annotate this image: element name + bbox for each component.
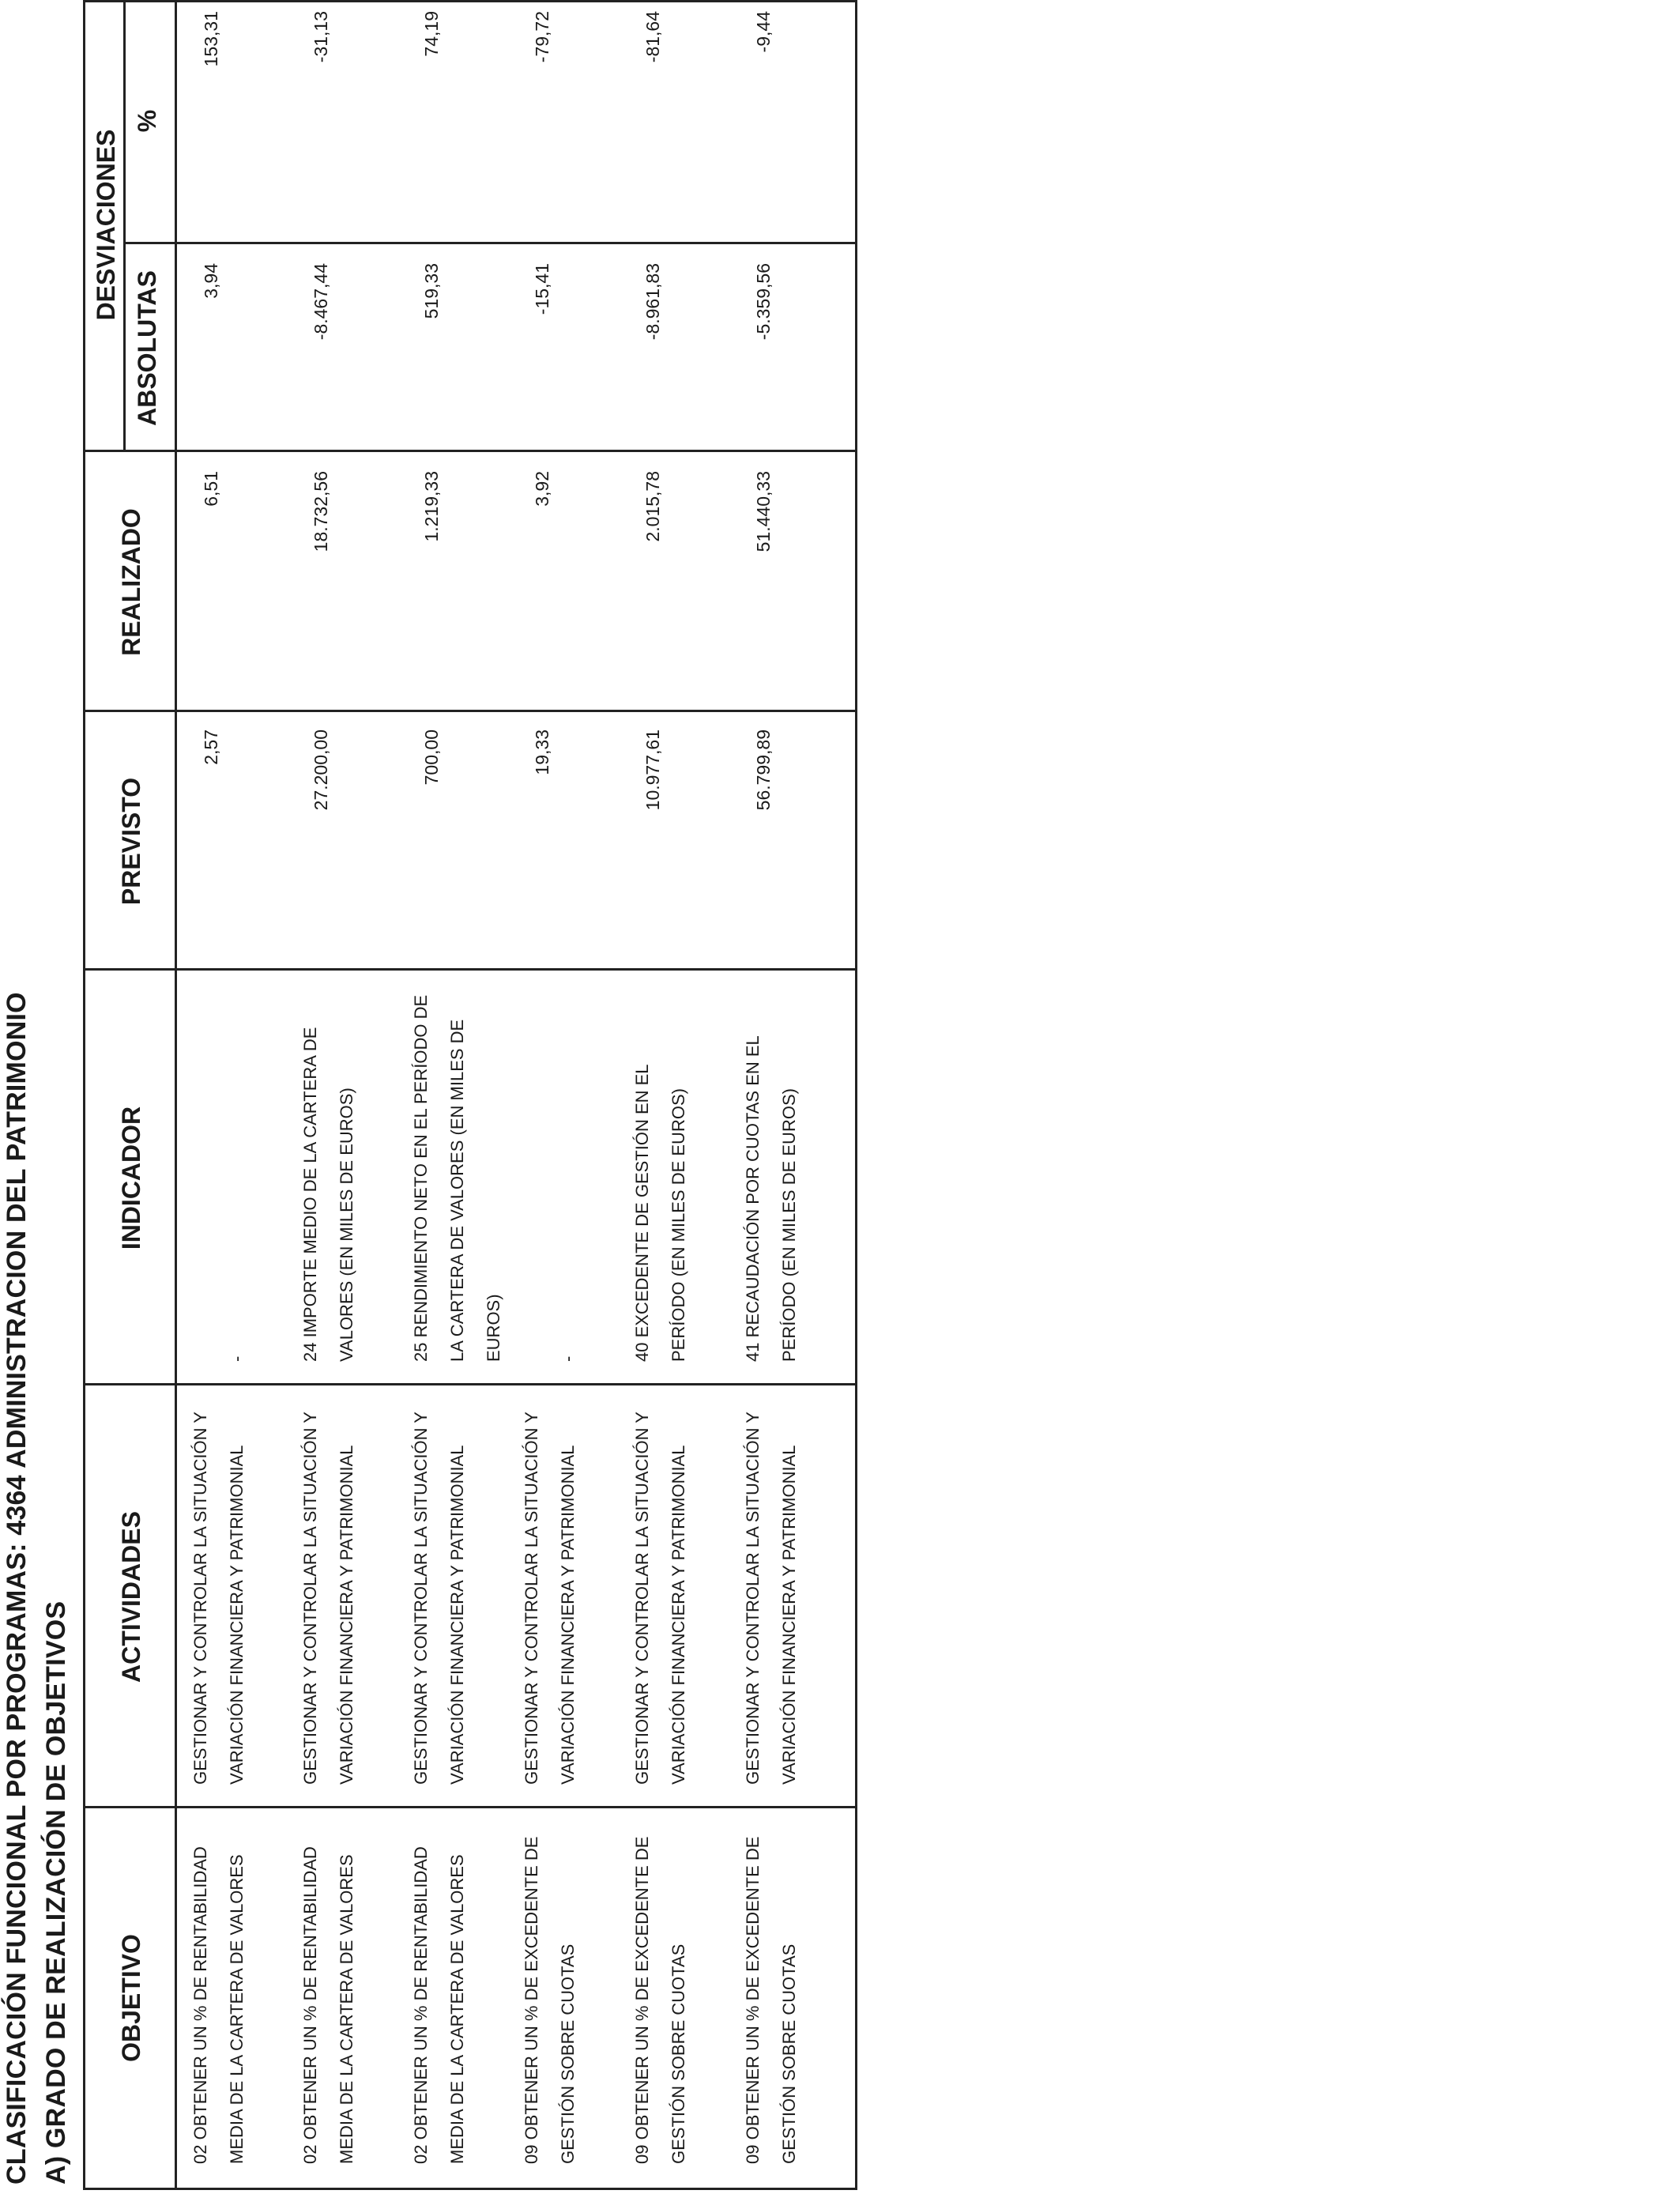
document-title: CLASIFICACIÓN FUNCIONAL POR PROGRAMAS: 4364 ADMINISTRACION DEL PATRIMONIO bbox=[2, 992, 32, 2185]
cell-porcentaje: -9,44 bbox=[753, 11, 774, 53]
header-bottom-rule bbox=[175, 0, 177, 2188]
header-previsto: PREVISTO bbox=[117, 777, 145, 906]
document-subtitle: A) GRADO DE REALIZACIÓN DE OBJETIVOS bbox=[41, 1600, 71, 2185]
cell-actividades: GESTIONAR Y CONTROLAR LA SITUACIÓN Y VARIACIÓN FINANCIERA Y PATRIMONIAL bbox=[300, 1412, 356, 1785]
cell-previsto: 2,57 bbox=[201, 729, 221, 765]
cell-porcentaje: 153,31 bbox=[201, 11, 221, 67]
cell-absolutas: -5.359,56 bbox=[753, 263, 774, 341]
cell-objetivo: 09 OBTENER UN % DE EXCEDENTE DE GESTIÓN SOBRE CUOTAS bbox=[522, 1836, 578, 2164]
cell-objetivo: 02 OBTENER UN % DE RENTABILIDAD MEDIA DE LA CARTERA DE VALORES bbox=[411, 1846, 467, 2164]
header-objetivo: OBJETIVO bbox=[117, 1934, 145, 2062]
cell-actividades: GESTIONAR Y CONTROLAR LA SITUACIÓN Y VARIACIÓN FINANCIERA Y PATRIMONIAL bbox=[190, 1412, 247, 1785]
cell-objetivo: 02 OBTENER UN % DE RENTABILIDAD MEDIA DE LA CARTERA DE VALORES bbox=[300, 1846, 356, 2164]
cell-absolutas: -8.467,44 bbox=[311, 263, 331, 341]
cell-previsto: 700,00 bbox=[421, 729, 442, 786]
column-rule bbox=[85, 1383, 856, 1385]
cell-objetivo: 09 OBTENER UN % DE EXCEDENTE DE GESTIÓN SOBRE CUOTAS bbox=[632, 1836, 688, 2164]
cell-indicador: 40 EXCEDENTE DE GESTIÓN EN EL PERÍODO (EN MILES DE EUROS) bbox=[632, 1065, 688, 1362]
objectives-table bbox=[83, 0, 857, 2190]
column-rule bbox=[123, 242, 856, 244]
cell-actividades: GESTIONAR Y CONTROLAR LA SITUACIÓN Y VARIACIÓN FINANCIERA Y PATRIMONIAL bbox=[522, 1412, 578, 1785]
column-rule bbox=[85, 710, 856, 712]
column-rule bbox=[85, 1806, 856, 1808]
cell-indicador: - bbox=[227, 1355, 247, 1362]
cell-indicador: 25 RENDIMIENTO NETO EN EL PERÍODO DE LA CARTERA DE VALORES (EN MILES DE EUROS) bbox=[411, 994, 503, 1362]
column-rule bbox=[85, 968, 856, 971]
header-indicador: INDICADOR bbox=[117, 1106, 145, 1250]
cell-realizado: 18.732,56 bbox=[311, 471, 331, 552]
header-desviaciones: DESVIACIONES bbox=[92, 129, 120, 321]
cell-porcentaje: 74,19 bbox=[421, 11, 442, 57]
cell-actividades: GESTIONAR Y CONTROLAR LA SITUACIÓN Y VARIACIÓN FINANCIERA Y PATRIMONIAL bbox=[632, 1412, 688, 1785]
cell-porcentaje: -79,72 bbox=[532, 11, 552, 63]
column-rule bbox=[85, 450, 856, 452]
cell-porcentaje: -81,64 bbox=[642, 11, 663, 63]
cell-objetivo: 02 OBTENER UN % DE RENTABILIDAD MEDIA DE LA CARTERA DE VALORES bbox=[190, 1846, 247, 2164]
header-realizado: REALIZADO bbox=[117, 508, 145, 656]
cell-previsto: 19,33 bbox=[532, 729, 552, 775]
cell-absolutas: -8.961,83 bbox=[642, 263, 663, 341]
cell-previsto: 56.799,89 bbox=[753, 729, 774, 811]
cell-realizado: 2.015,78 bbox=[642, 471, 663, 542]
header-absolutas: ABSOLUTAS bbox=[133, 270, 161, 426]
cell-indicador: 24 IMPORTE MEDIO DE LA CARTERA DE VALORES (EN MILES DE EUROS) bbox=[300, 1027, 356, 1362]
cell-realizado: 3,92 bbox=[532, 471, 552, 507]
cell-indicador: - bbox=[558, 1355, 578, 1362]
cell-objetivo: 09 OBTENER UN % DE EXCEDENTE DE GESTIÓN SOBRE CUOTAS bbox=[743, 1836, 799, 2164]
cell-realizado: 6,51 bbox=[201, 471, 221, 507]
cell-porcentaje: -31,13 bbox=[311, 11, 331, 63]
cell-indicador: 41 RECAUDACIÓN POR CUOTAS EN EL PERÍODO (EN MILES DE EUROS) bbox=[743, 1036, 799, 1362]
cell-absolutas: 519,33 bbox=[421, 263, 442, 319]
header-actividades: ACTIVIDADES bbox=[117, 1511, 145, 1683]
header-porcentaje: % bbox=[133, 109, 161, 133]
cell-absolutas: -15,41 bbox=[532, 263, 552, 315]
cell-realizado: 1.219,33 bbox=[421, 471, 442, 542]
cell-previsto: 10.977,61 bbox=[642, 729, 663, 811]
cell-previsto: 27.200,00 bbox=[311, 729, 331, 811]
cell-actividades: GESTIONAR Y CONTROLAR LA SITUACIÓN Y VARIACIÓN FINANCIERA Y PATRIMONIAL bbox=[411, 1412, 467, 1785]
cell-actividades: GESTIONAR Y CONTROLAR LA SITUACIÓN Y VARIACIÓN FINANCIERA Y PATRIMONIAL bbox=[743, 1412, 799, 1785]
cell-realizado: 51.440,33 bbox=[753, 471, 774, 552]
cell-absolutas: 3,94 bbox=[201, 263, 221, 299]
desviaciones-subheader-rule bbox=[123, 0, 126, 452]
